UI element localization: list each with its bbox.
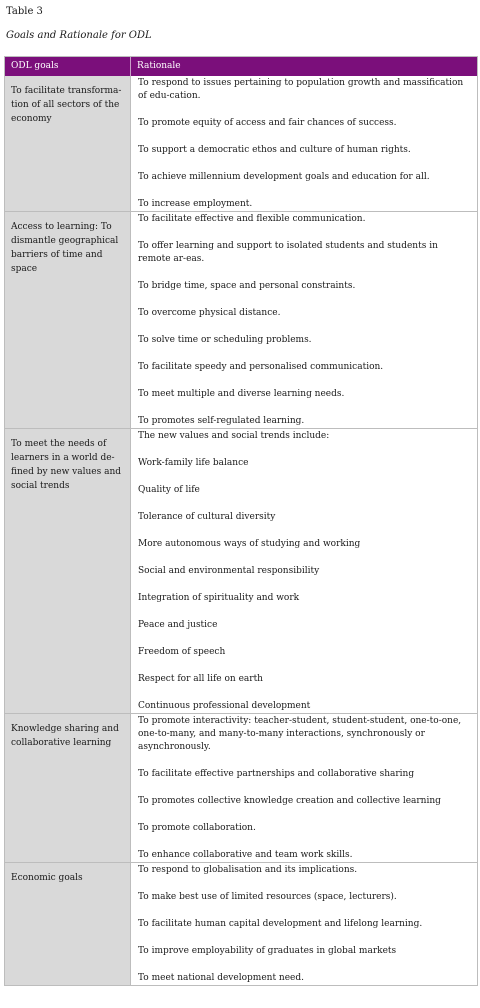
table-header-row	[5, 57, 477, 76]
rationale-item: Work-family life balance	[138, 458, 249, 468]
rationale-item: To facilitate speedy and personalised communication.	[138, 362, 384, 372]
rationale-item: To enhance collaborative and team work skills.	[138, 850, 353, 860]
table-row	[5, 76, 477, 211]
goal-cell: Knowledge sharing and collaborative learning	[5, 714, 131, 862]
table-body	[5, 76, 477, 985]
rationale-cell	[131, 429, 477, 713]
rationale-item: The new values and social trends include:	[138, 431, 330, 441]
goals-rationale-table	[4, 56, 478, 986]
rationale-item: To overcome physical distance.	[138, 308, 281, 318]
rationale-item: To meet multiple and diverse learning needs.	[138, 389, 345, 399]
rationale-item: Integration of spirituality and work	[138, 593, 300, 603]
table-row	[5, 713, 477, 862]
rationale-cell	[131, 863, 477, 985]
goal-cell: To meet the needs of learners in a world de-fined by new values and social trends	[5, 429, 131, 713]
rationale-item: To increase employment.	[138, 199, 253, 209]
rationale-item: Quality of life	[138, 485, 200, 495]
rationale-item: To promotes collective knowledge creation and collective learning	[138, 796, 441, 806]
rationale-item: Peace and justice	[138, 620, 218, 630]
rationale-item: To achieve millennium development goals and education for all.	[138, 172, 430, 182]
rationale-item: To promote interactivity: teacher-student, student-student, one-to-one, one-to-many, and many-to-many interactions, synchronously or asynchronously.	[138, 716, 462, 752]
table-row	[5, 862, 477, 985]
rationale-item: Continuous professional development	[138, 701, 311, 711]
rationale-item: Respect for all life on earth	[138, 674, 263, 684]
table-title: Goals and Rationale for ODL	[6, 30, 152, 41]
rationale-item: To facilitate effective and flexible communication.	[138, 214, 366, 224]
rationale-item: To support a democratic ethos and culture of human rights.	[138, 145, 411, 155]
table-label: Table 3	[6, 6, 43, 17]
table-row	[5, 211, 477, 428]
rationale-cell	[131, 76, 477, 211]
rationale-item: To offer learning and support to isolated students and students in remote ar-eas.	[138, 241, 438, 264]
rationale-item: To meet national development need.	[138, 973, 304, 983]
rationale-item: To promotes self-regulated learning.	[138, 416, 305, 426]
rationale-item: To facilitate human capital development and lifelong learning.	[138, 919, 423, 929]
rationale-item: To facilitate effective partnerships and collaborative sharing	[138, 769, 415, 779]
rationale-cell	[131, 212, 477, 428]
header-rationale: Rationale	[137, 61, 181, 71]
rationale-item: Tolerance of cultural diversity	[138, 512, 276, 522]
rationale-item: More autonomous ways of studying and working	[138, 539, 361, 549]
rationale-item: To promote equity of access and fair chances of success.	[138, 118, 397, 128]
rationale-item: Freedom of speech	[138, 647, 226, 657]
goal-cell: To facilitate transforma-tion of all sectors of the economy	[5, 76, 131, 211]
header-odl-goals: ODL goals	[5, 57, 131, 76]
rationale-item: To promote collaboration.	[138, 823, 256, 833]
goal-cell: Economic goals	[5, 863, 131, 985]
rationale-item: To make best use of limited resources (space, lecturers).	[138, 892, 397, 902]
table-row	[5, 428, 477, 713]
rationale-item: To respond to globalisation and its implications.	[138, 865, 358, 875]
rationale-item: To bridge time, space and personal constraints.	[138, 281, 356, 291]
rationale-item: Social and environmental responsibility	[138, 566, 320, 576]
rationale-cell	[131, 714, 477, 862]
rationale-item: To respond to issues pertaining to population growth and massification of edu-cation.	[138, 78, 464, 101]
goal-cell: Access to learning: To dismantle geographical barriers of time and space	[5, 212, 131, 428]
rationale-item: To improve employability of graduates in global markets	[138, 946, 397, 956]
rationale-item: To solve time or scheduling problems.	[138, 335, 312, 345]
